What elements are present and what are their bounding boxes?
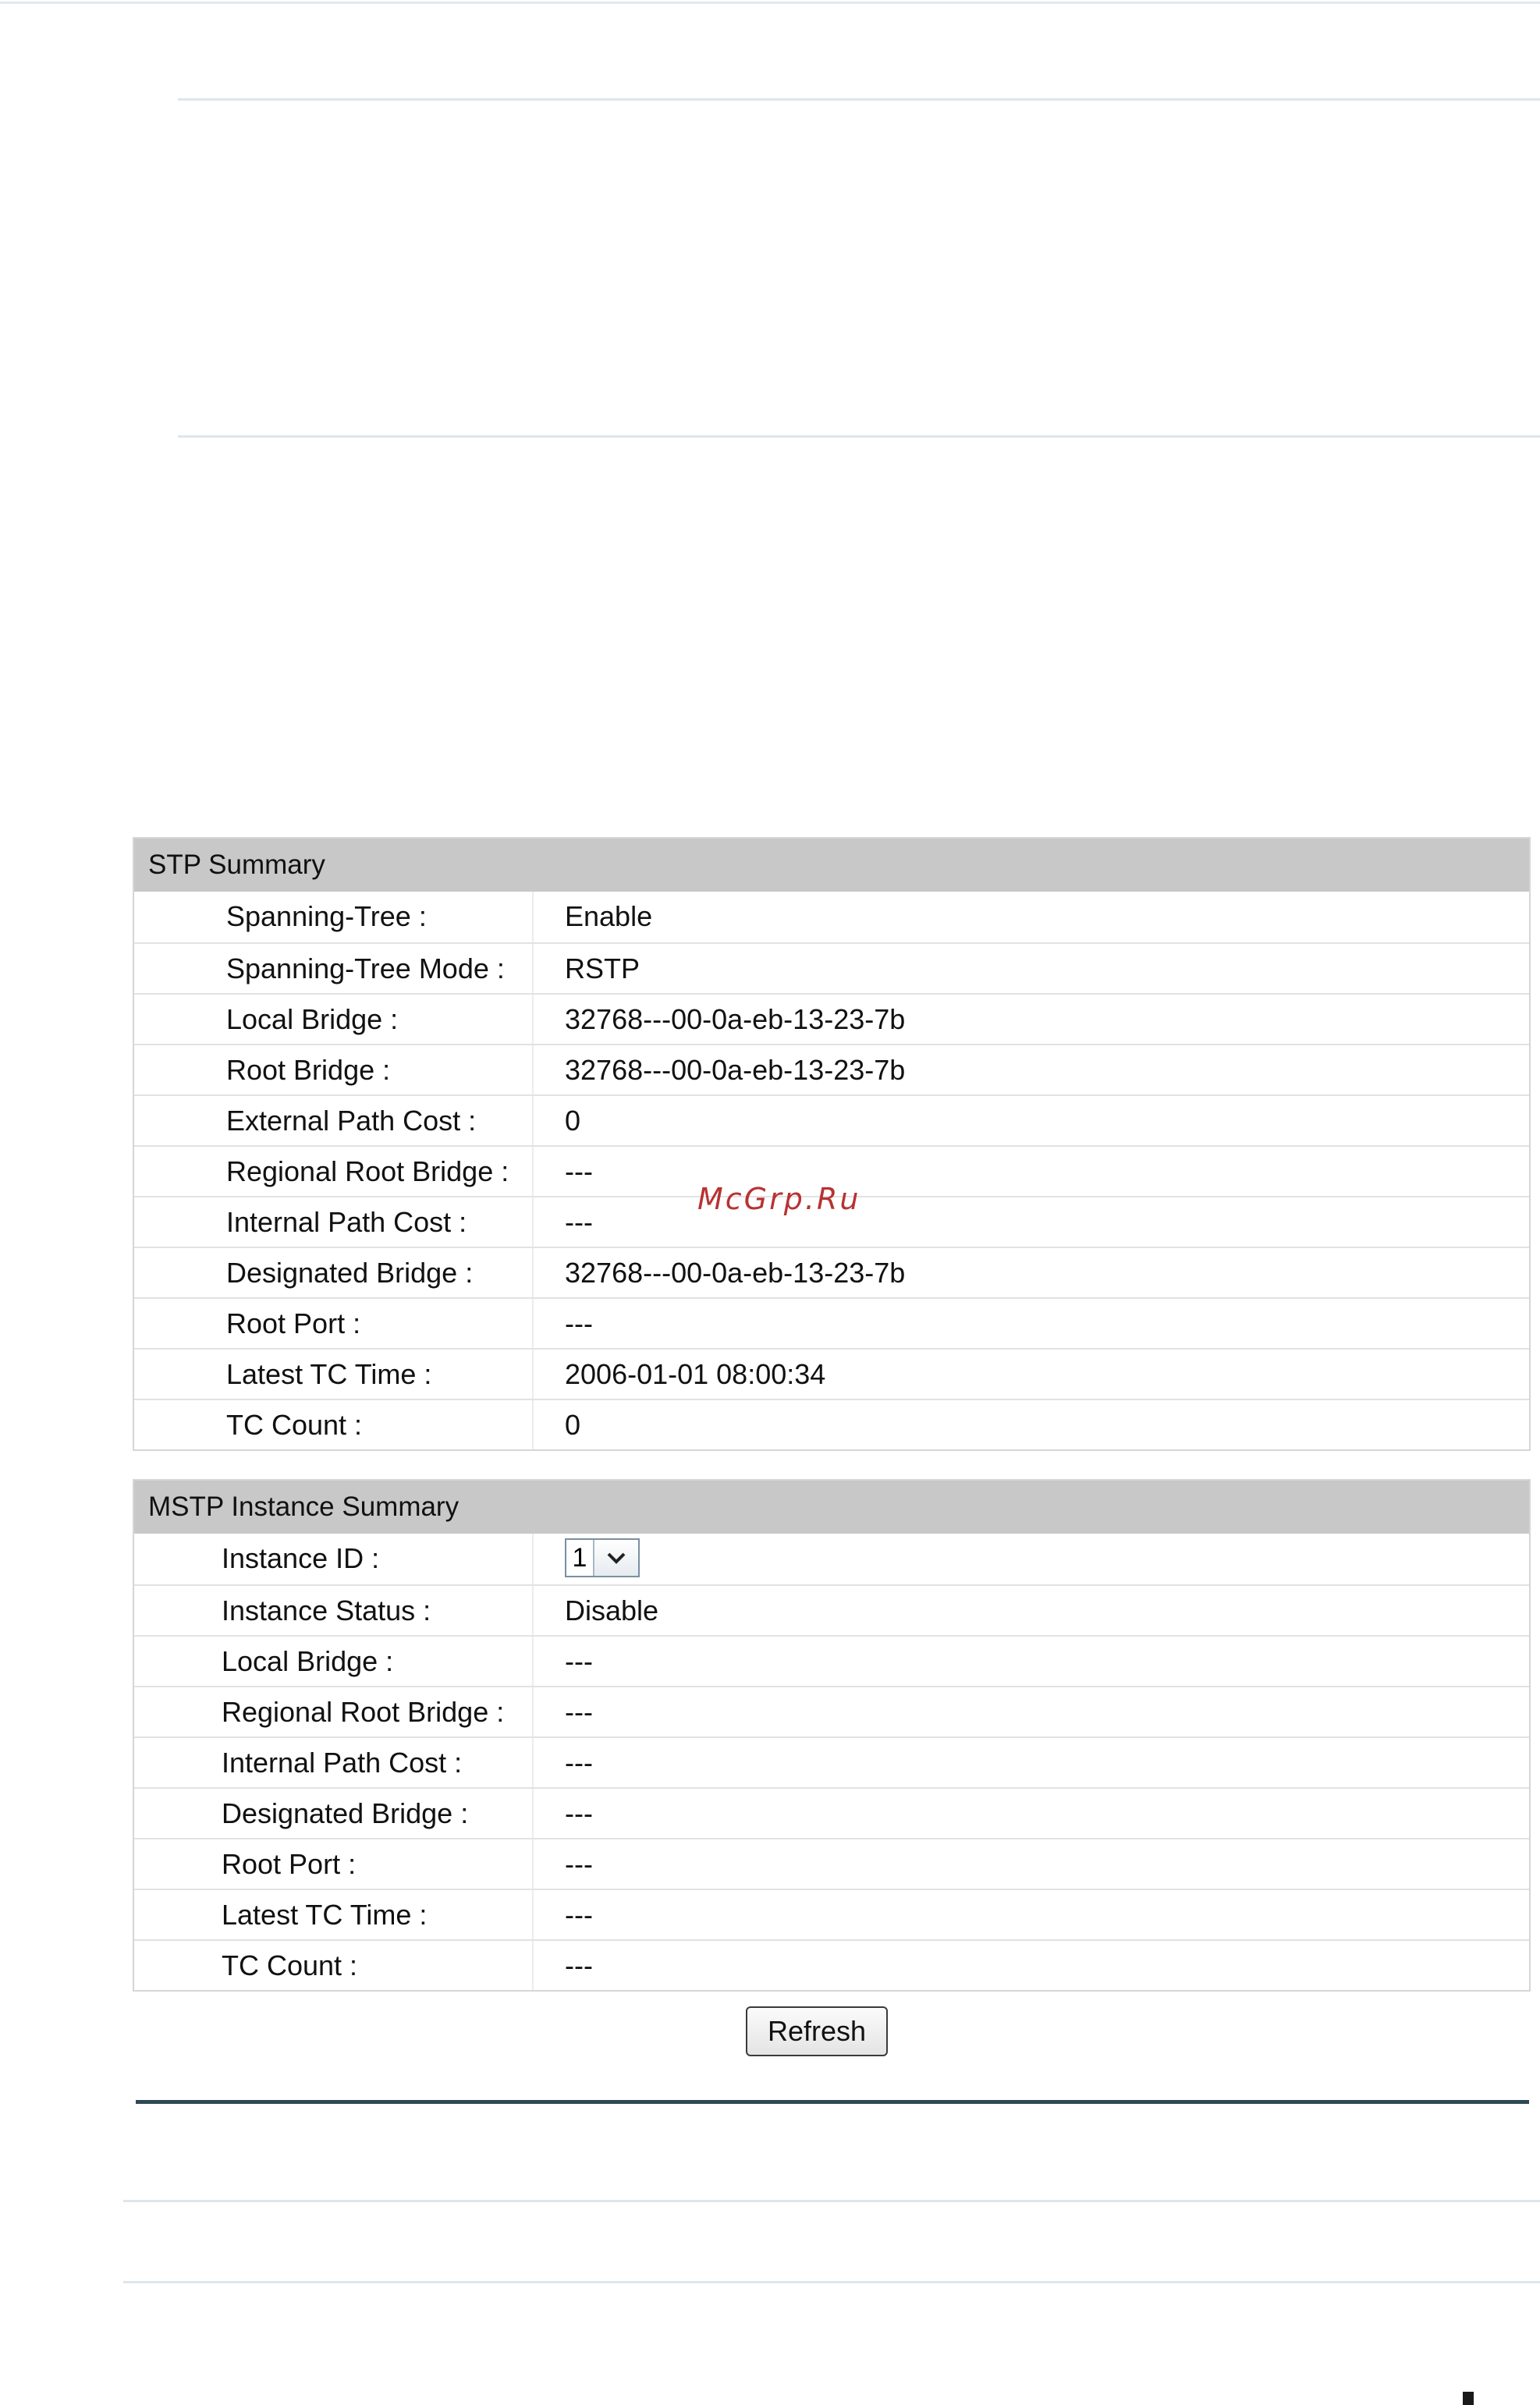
mstp-row-instance-status [134,1584,1529,1635]
row-label: TC Count : [222,1949,358,1981]
row-value: --- [565,1747,593,1779]
stp-row-local-bridge [134,993,1529,1044]
row-value: Enable [565,900,653,932]
stp-row-spanning-tree-mode [134,942,1529,993]
row-value: --- [565,1848,593,1880]
row-label: Instance ID : [222,1542,380,1574]
stp-row-root-bridge [134,1044,1529,1094]
row-value: Disable [565,1594,659,1626]
mstp-row-root-port [134,1838,1529,1889]
mstp-row-instance-id [134,1534,1529,1584]
section-divider [178,435,1540,438]
top-border [0,2,1540,4]
row-value: --- [565,1899,593,1931]
instance-id-select[interactable] [565,1538,640,1577]
row-label: Spanning-Tree : [226,900,427,932]
row-label: Instance Status : [222,1594,431,1626]
row-label: Designated Bridge : [222,1797,469,1829]
row-label: Root Port : [222,1848,357,1880]
row-label: External Path Cost : [226,1105,477,1137]
row-label: TC Count : [226,1409,363,1441]
row-label: Regional Root Bridge : [222,1696,505,1728]
row-label: Root Port : [226,1307,361,1339]
mstp-row-local-bridge [134,1635,1529,1686]
row-value: 32768---00-0a-eb-13-23-7b [565,1003,906,1035]
row-value: 32768---00-0a-eb-13-23-7b [565,1054,906,1086]
row-label: Spanning-Tree Mode : [226,952,505,984]
row-value: --- [565,1696,593,1728]
row-value: 2006-01-01 08:00:34 [565,1358,826,1390]
row-value: --- [565,1206,593,1238]
stp-summary-rows [134,892,1529,1449]
row-label: Latest TC Time : [222,1899,428,1931]
row-value: 0 [565,1409,581,1441]
row-label: Local Bridge : [226,1003,399,1035]
row-label: Internal Path Cost : [222,1747,463,1779]
row-label: Designated Bridge : [226,1257,474,1289]
section-divider-dark [136,2100,1529,2104]
stp-row-root-port [134,1297,1529,1348]
stp-row-latest-tc-time [134,1348,1529,1399]
stp-summary-panel [133,837,1531,1451]
row-value: --- [565,1307,593,1339]
row-label: Regional Root Bridge : [226,1155,509,1187]
row-label: Local Bridge : [222,1645,394,1677]
stp-summary-title: STP Summary [134,839,1529,892]
row-value: --- [565,1797,593,1829]
stp-row-tc-count [134,1399,1529,1449]
instance-id-selected-value: 1 [566,1540,594,1576]
stp-row-spanning-tree [134,892,1529,942]
section-divider [123,2200,1540,2202]
row-label: Latest TC Time : [226,1358,432,1390]
row-label: Root Bridge : [226,1054,391,1086]
row-value: 32768---00-0a-eb-13-23-7b [565,1257,906,1289]
chevron-down-icon[interactable] [594,1540,638,1576]
mstp-row-latest-tc-time [134,1889,1529,1939]
page-corner-mark [1463,2392,1474,2405]
mstp-row-internal-path-cost [134,1736,1529,1787]
mstp-row-designated-bridge [134,1787,1529,1838]
stp-row-external-path-cost [134,1094,1529,1145]
refresh-button[interactable]: Refresh [746,2006,888,2056]
mstp-summary-rows [134,1534,1529,1990]
section-divider [178,98,1540,101]
watermark-text: McGrp.Ru [697,1182,861,1216]
mstp-summary-title: MSTP Instance Summary [134,1481,1529,1534]
row-value: --- [565,1155,593,1187]
section-divider [123,2281,1540,2283]
row-value: --- [565,1949,593,1981]
row-value: --- [565,1645,593,1677]
row-value: 0 [565,1105,581,1137]
mstp-row-tc-count [134,1939,1529,1990]
mstp-summary-panel [133,1479,1531,1992]
row-value: RSTP [565,952,640,984]
stp-row-designated-bridge [134,1247,1529,1297]
mstp-row-regional-root-bridge [134,1686,1529,1736]
row-label: Internal Path Cost : [226,1206,467,1238]
